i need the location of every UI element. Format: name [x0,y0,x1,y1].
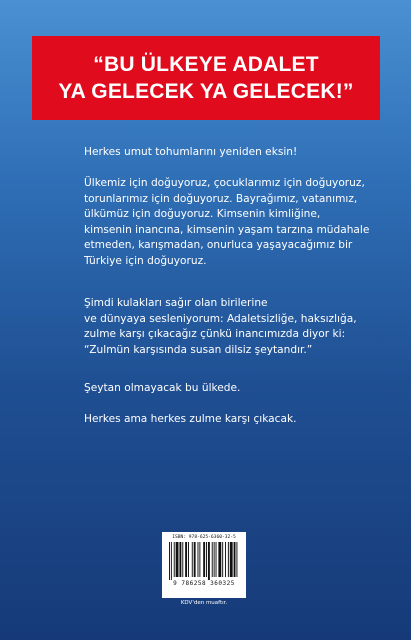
barcode-bar [228,542,229,577]
paragraph-5 [84,412,384,428]
paragraph-line: etmeden, karışmadan, onurluca yaşayacağımız bir [84,239,353,252]
paragraph-line: ve dünyaya sesleniyorum: Adaletsizliğe, haksızlığa, [84,312,357,325]
barcode-bar [199,542,200,577]
barcode-bar [185,542,187,577]
barcode-bar [174,542,175,577]
paragraph-line: “Zulmün karşısında susan dilsiz şeytandır.” [84,343,313,356]
barcode-bar [222,542,223,577]
paragraph-line: ülkümüz için doğuyoruz. Kimsenin kimliğine, [84,208,321,221]
paragraph-4 [84,381,384,397]
barcode-bar [171,542,172,580]
paragraph-line: Şimdi kulakları sağır olan birilerine [84,297,268,309]
barcode-bar [194,542,196,577]
paragraph-line: zulme karşı çıkacağız çünkü inancımızda diyor ki: [84,328,346,341]
barcode-bar [169,542,170,580]
paragraph-line: Herkes ama herkes zulme karşı çıkacak. [84,413,297,425]
paragraph-1 [84,145,384,161]
barcode-bar [182,542,183,577]
paragraph-line: Ülkemiz için doğuyoruz, çocuklarımız için doğuyoruz, [84,177,365,189]
barcode-bar [218,542,221,577]
barcode-bar [198,542,199,577]
barcode-digits: 9 786258 360325 [173,580,235,587]
barcode-bar [214,542,215,577]
barcode-bar [236,542,237,577]
barcode-bar [230,542,233,577]
isbn-number: ISBN: 978-625-6360-32-5 [172,535,236,540]
paragraph-2 [84,176,384,270]
headline-banner [32,36,380,120]
headline-line-1: “BU ÜLKEYE ADALET [93,53,319,76]
barcode-bar [179,542,181,577]
isbn-barcode [162,532,246,598]
barcode-bars [167,542,241,580]
paragraph-3 [84,296,384,358]
tax-note: KDV'den muaftır. [180,600,228,606]
paragraph-line: Şeytan olmayacak bu ülkede. [84,382,241,394]
barcode-bar [176,542,179,577]
barcode-bar [206,542,207,577]
paragraph-line: Herkes umut tohumlarını yeniden eksin! [84,146,298,158]
paragraph-line: Türkiye için doğuyoruz. [84,254,207,267]
barcode-bar [208,542,210,580]
paragraph-line: kimsenin inancına, kimsenin yaşam tarzına müdahale [84,223,370,236]
barcode-bar [212,542,213,577]
barcode-bar [225,542,226,577]
headline-line-2: YA GELECEK YA GELECEK!” [58,80,354,103]
barcode-bar [203,542,205,577]
barcode-bar [192,542,193,577]
paragraph-line: torunlarımız için doğuyoruz. Bayrağımız, vatanımız, [84,192,358,205]
barcode-bar [188,542,189,577]
barcode-bar [216,542,217,577]
barcode-bar [234,542,236,577]
